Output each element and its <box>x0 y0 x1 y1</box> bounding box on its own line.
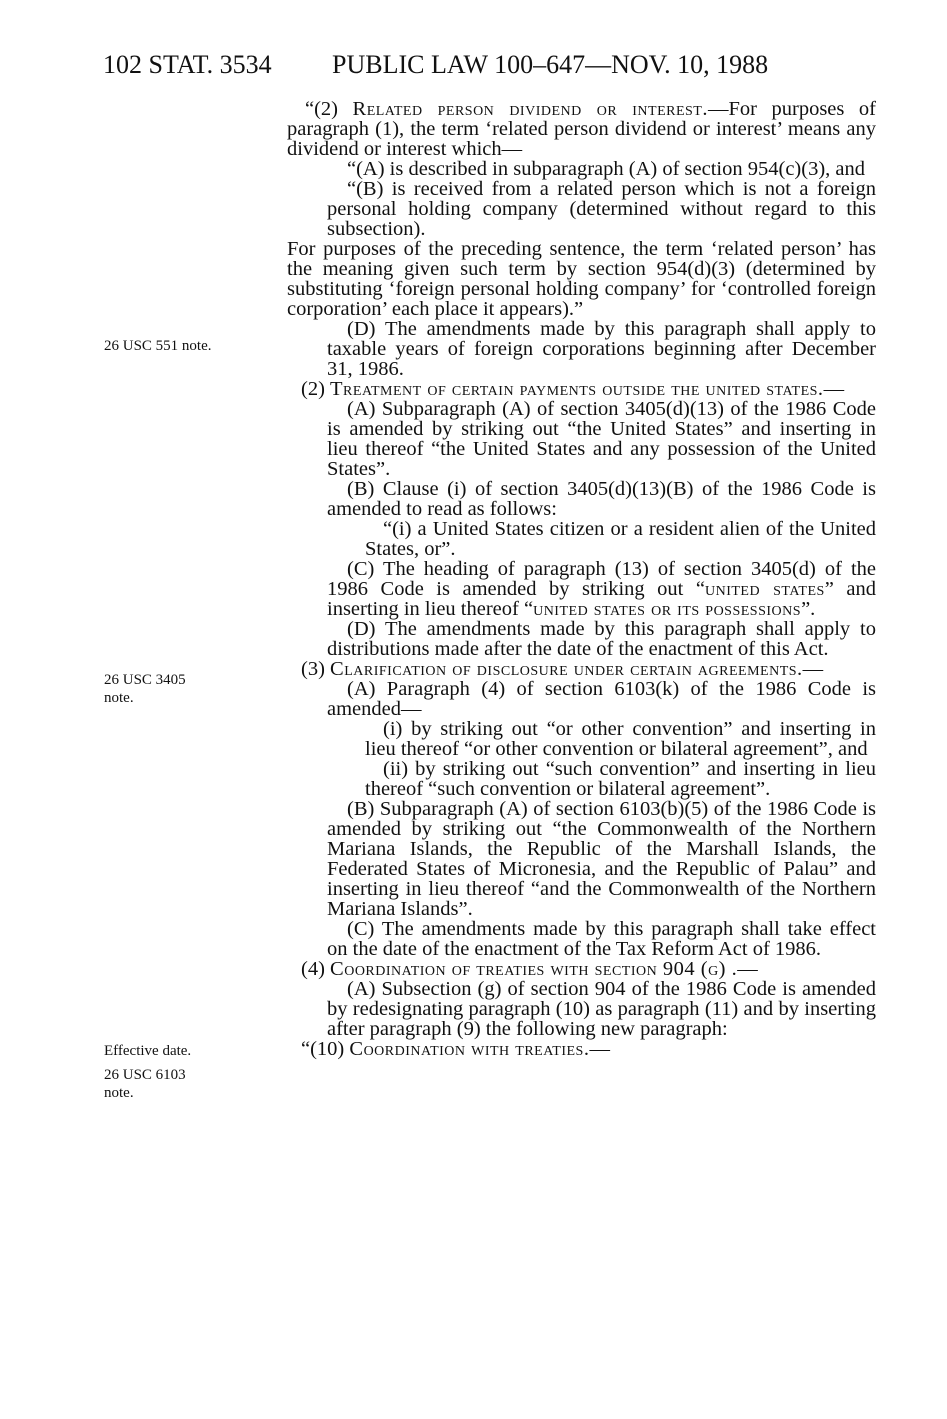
paragraph-heading: Coordination with treaties. <box>349 1038 590 1060</box>
margin-note-551: 26 USC 551 note. <box>104 338 212 354</box>
text-run: ”. <box>801 598 816 620</box>
paragraph-dash: — <box>589 1038 610 1060</box>
text-run: (C) The heading of paragraph (13) of section 3405(d) of the 1986 Code is amended by striking out “ <box>327 558 876 600</box>
margin-note-3405: 26 USC 3405 note. <box>104 672 186 706</box>
subparagraph-b: (B) Clause (i) of section 3405(d)(13)(B) of the 1986 Code is amended to read as follows: <box>327 478 876 520</box>
subparagraph-d: (D) The amendments made by this paragraph shall apply to distributions made after the date of the enactment of this Act. <box>327 618 876 660</box>
paragraph-text: —For purposes of paragraph (1), the term ‘related person dividend or interest’ means any dividend or interest which— <box>287 98 876 160</box>
paragraph-related-person <box>287 99 876 159</box>
clause-i: (i) by striking out “or other convention” and inserting in lieu thereof “or other convention or bilateral agreement”, and <box>365 718 876 760</box>
subparagraph-c <box>287 559 876 619</box>
paragraph-dash: — <box>737 958 758 980</box>
paragraph-dash: — <box>823 378 845 400</box>
clause-i: “(i) a United States citizen or a resident alien of the United States, or”. <box>365 518 876 560</box>
paragraph-heading: Related person dividend or interest. <box>352 98 708 120</box>
paragraph-dash: — <box>802 658 824 680</box>
subparagraph-a: (A) Subsection (g) of section 904 of the 1986 Code is amended by redesignating paragraph (10) as paragraph (11) and by inserting after paragraph (9) the following new paragraph: <box>327 978 876 1040</box>
paragraph-number: (2) <box>301 378 331 400</box>
small-caps-run: united states or its possessions <box>533 598 802 620</box>
paragraph-treatment-heading <box>287 379 876 399</box>
paragraph-number: (3) <box>301 658 331 680</box>
new-paragraph-heading <box>287 1039 876 1059</box>
subparagraph-a: (A) Paragraph (4) of section 6103(k) of the 1986 Code is amended— <box>327 678 876 720</box>
text-run: ” and inserting in lieu thereof “ <box>327 578 876 620</box>
subparagraph-b: (B) Subparagraph (A) of section 6103(b)(5) of the 1986 Code is amended by striking out “the Commonwealth of the Northern Mariana Islands, the Republic of the Marshall Islands, the Federated States of Micronesia, and the Republic of Palau” and inserting in lieu thereof “and the Commonwealth of the Northern Mariana Islands”. <box>327 798 876 920</box>
page-stat-number: 102 STAT. 3534 <box>103 50 272 79</box>
paragraph-number: (4) <box>301 958 331 980</box>
document-body <box>287 99 876 1059</box>
paragraph-clarification-heading <box>287 659 876 679</box>
subparagraph-b: “(B) is received from a related person which is not a foreign personal holding company (determined without regard to this subsection). <box>327 178 876 240</box>
clause-ii: (ii) by striking out “such convention” and inserting in lieu thereof “such convention or bilateral agreement”. <box>365 758 876 800</box>
subparagraph-a: “(A) is described in subparagraph (A) of section 954(c)(3), and <box>347 158 866 180</box>
page-running-title: PUBLIC LAW 100–647—NOV. 10, 1988 <box>332 50 769 79</box>
margin-note-effective-date: Effective date. <box>104 1043 192 1059</box>
paragraph-coordination-heading <box>287 959 876 979</box>
small-caps-run: united states <box>705 578 825 600</box>
paragraph-number: “(10) <box>301 1038 350 1060</box>
subparagraph-a: (A) Subparagraph (A) of section 3405(d)(13) of the 1986 Code is amended by striking out “the United States” and inserting in lieu thereof “the United States and any possession of the United States”. <box>327 398 876 480</box>
subparagraph-c: (C) The amendments made by this paragraph shall take effect on the date of the enactment of the Tax Reform Act of 1986. <box>327 918 876 960</box>
subparagraph-d: (D) The amendments made by this paragraph shall apply to taxable years of foreign corporations beginning after December 31, 1986. <box>327 318 876 380</box>
margin-note-6103: 26 USC 6103 note. <box>104 1067 186 1101</box>
paragraph-flush: For purposes of the preceding sentence, the term ‘related person’ has the meaning given such term by section 954(d)(3) (determined by substituting ‘foreign personal holding company’ for ‘controlled foreign corporation’ each place it appears).” <box>287 238 876 320</box>
paragraph-heading: Clarification of disclosure under certain agreements. <box>330 658 803 680</box>
paragraph-number: “(2) <box>305 98 353 120</box>
paragraph-heading: Treatment of certain payments outside the united states. <box>330 378 824 400</box>
paragraph-heading: Coordination of treaties with section 904 (g) . <box>330 958 738 980</box>
